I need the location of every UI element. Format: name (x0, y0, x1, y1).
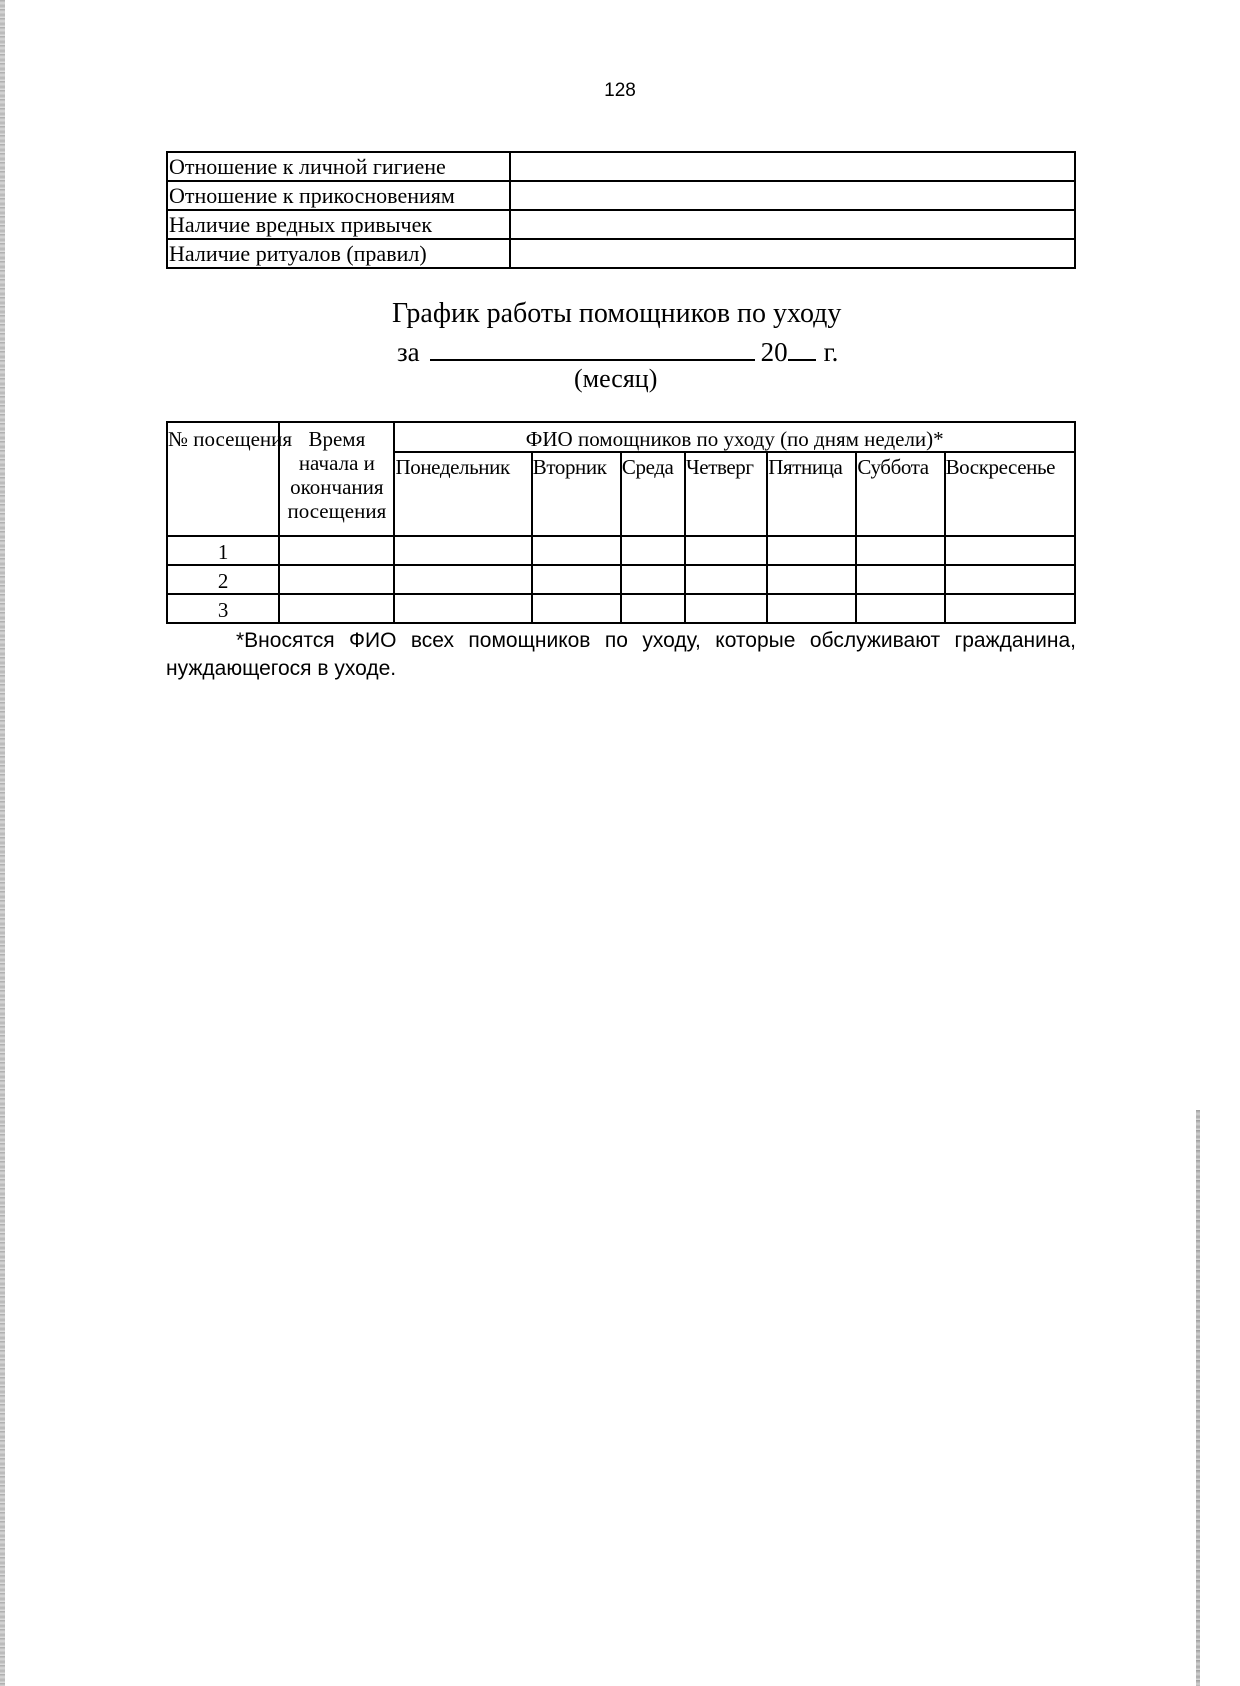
attribute-label: Отношение к прикосновениям (167, 181, 510, 210)
assistant-cell[interactable] (532, 594, 621, 623)
day-header-tuesday: Вторник (532, 452, 621, 536)
assistant-cell[interactable] (945, 594, 1075, 623)
footnote: *Вносятся ФИО всех помощников по уходу, которые обслуживают гражданина, нуждающегося в уходе. (166, 629, 1076, 680)
assistant-cell[interactable] (945, 536, 1075, 565)
attribute-value[interactable] (510, 210, 1075, 239)
assistant-cell[interactable] (394, 536, 531, 565)
assistant-cell[interactable] (532, 565, 621, 594)
assistant-cell[interactable] (856, 594, 944, 623)
attributes-table (166, 151, 1076, 269)
assistant-cell[interactable] (394, 565, 531, 594)
table-row (167, 239, 1075, 268)
assistant-cell[interactable] (767, 594, 856, 623)
month-blank-field[interactable] (430, 333, 755, 361)
day-header-wednesday: Среда (621, 452, 685, 536)
period-year-prefix: 20 (760, 337, 788, 367)
visit-number-cell: 1 (167, 536, 279, 565)
time-cell[interactable] (279, 536, 394, 565)
assistant-cell[interactable] (685, 594, 767, 623)
scan-edge-right (1196, 1110, 1200, 1686)
schedule-title: График работы помощников по уходу (392, 298, 842, 329)
assistant-cell[interactable] (856, 536, 944, 565)
period-prefix: за (397, 337, 420, 367)
scan-edge-left (0, 0, 5, 1686)
assistant-cell[interactable] (621, 565, 685, 594)
time-cell[interactable] (279, 565, 394, 594)
period-year-suffix: г. (823, 337, 839, 367)
year-blank-field[interactable] (788, 337, 816, 361)
visit-number-header: № посещения (167, 422, 279, 536)
assistant-cell[interactable] (685, 536, 767, 565)
visit-time-header: Время начала и окончания посещения (279, 422, 394, 536)
day-header-thursday: Четверг (685, 452, 767, 536)
visit-number-cell: 3 (167, 594, 279, 623)
day-header-monday: Понедельник (394, 452, 531, 536)
table-row (167, 210, 1075, 239)
table-header-row (167, 422, 1075, 452)
attribute-value[interactable] (510, 239, 1075, 268)
attribute-value[interactable] (510, 152, 1075, 181)
attribute-label: Отношение к личной гигиене (167, 152, 510, 181)
attribute-value[interactable] (510, 181, 1075, 210)
month-caption: (месяц) (574, 364, 658, 393)
visit-number-cell: 2 (167, 565, 279, 594)
time-cell[interactable] (279, 594, 394, 623)
assistant-cell[interactable] (856, 565, 944, 594)
attribute-label: Наличие ритуалов (правил) (167, 239, 510, 268)
assistant-cell[interactable] (621, 594, 685, 623)
assistant-cell[interactable] (945, 565, 1075, 594)
schedule-table (166, 421, 1076, 624)
assistants-group-header: ФИО помощников по уходу (по дням недели)* (394, 422, 1075, 452)
day-header-friday: Пятница (767, 452, 856, 536)
assistant-cell[interactable] (394, 594, 531, 623)
table-row (167, 152, 1075, 181)
table-row (167, 565, 1075, 594)
table-row (167, 536, 1075, 565)
attribute-label: Наличие вредных привычек (167, 210, 510, 239)
assistant-cell[interactable] (767, 536, 856, 565)
table-row (167, 181, 1075, 210)
day-header-sunday: Воскресенье (945, 452, 1075, 536)
assistant-cell[interactable] (685, 565, 767, 594)
day-header-saturday: Суббота (856, 452, 944, 536)
page-number: 128 (604, 80, 636, 101)
assistant-cell[interactable] (621, 536, 685, 565)
period-line (397, 333, 838, 368)
assistant-cell[interactable] (532, 536, 621, 565)
table-row (167, 594, 1075, 623)
assistant-cell[interactable] (767, 565, 856, 594)
